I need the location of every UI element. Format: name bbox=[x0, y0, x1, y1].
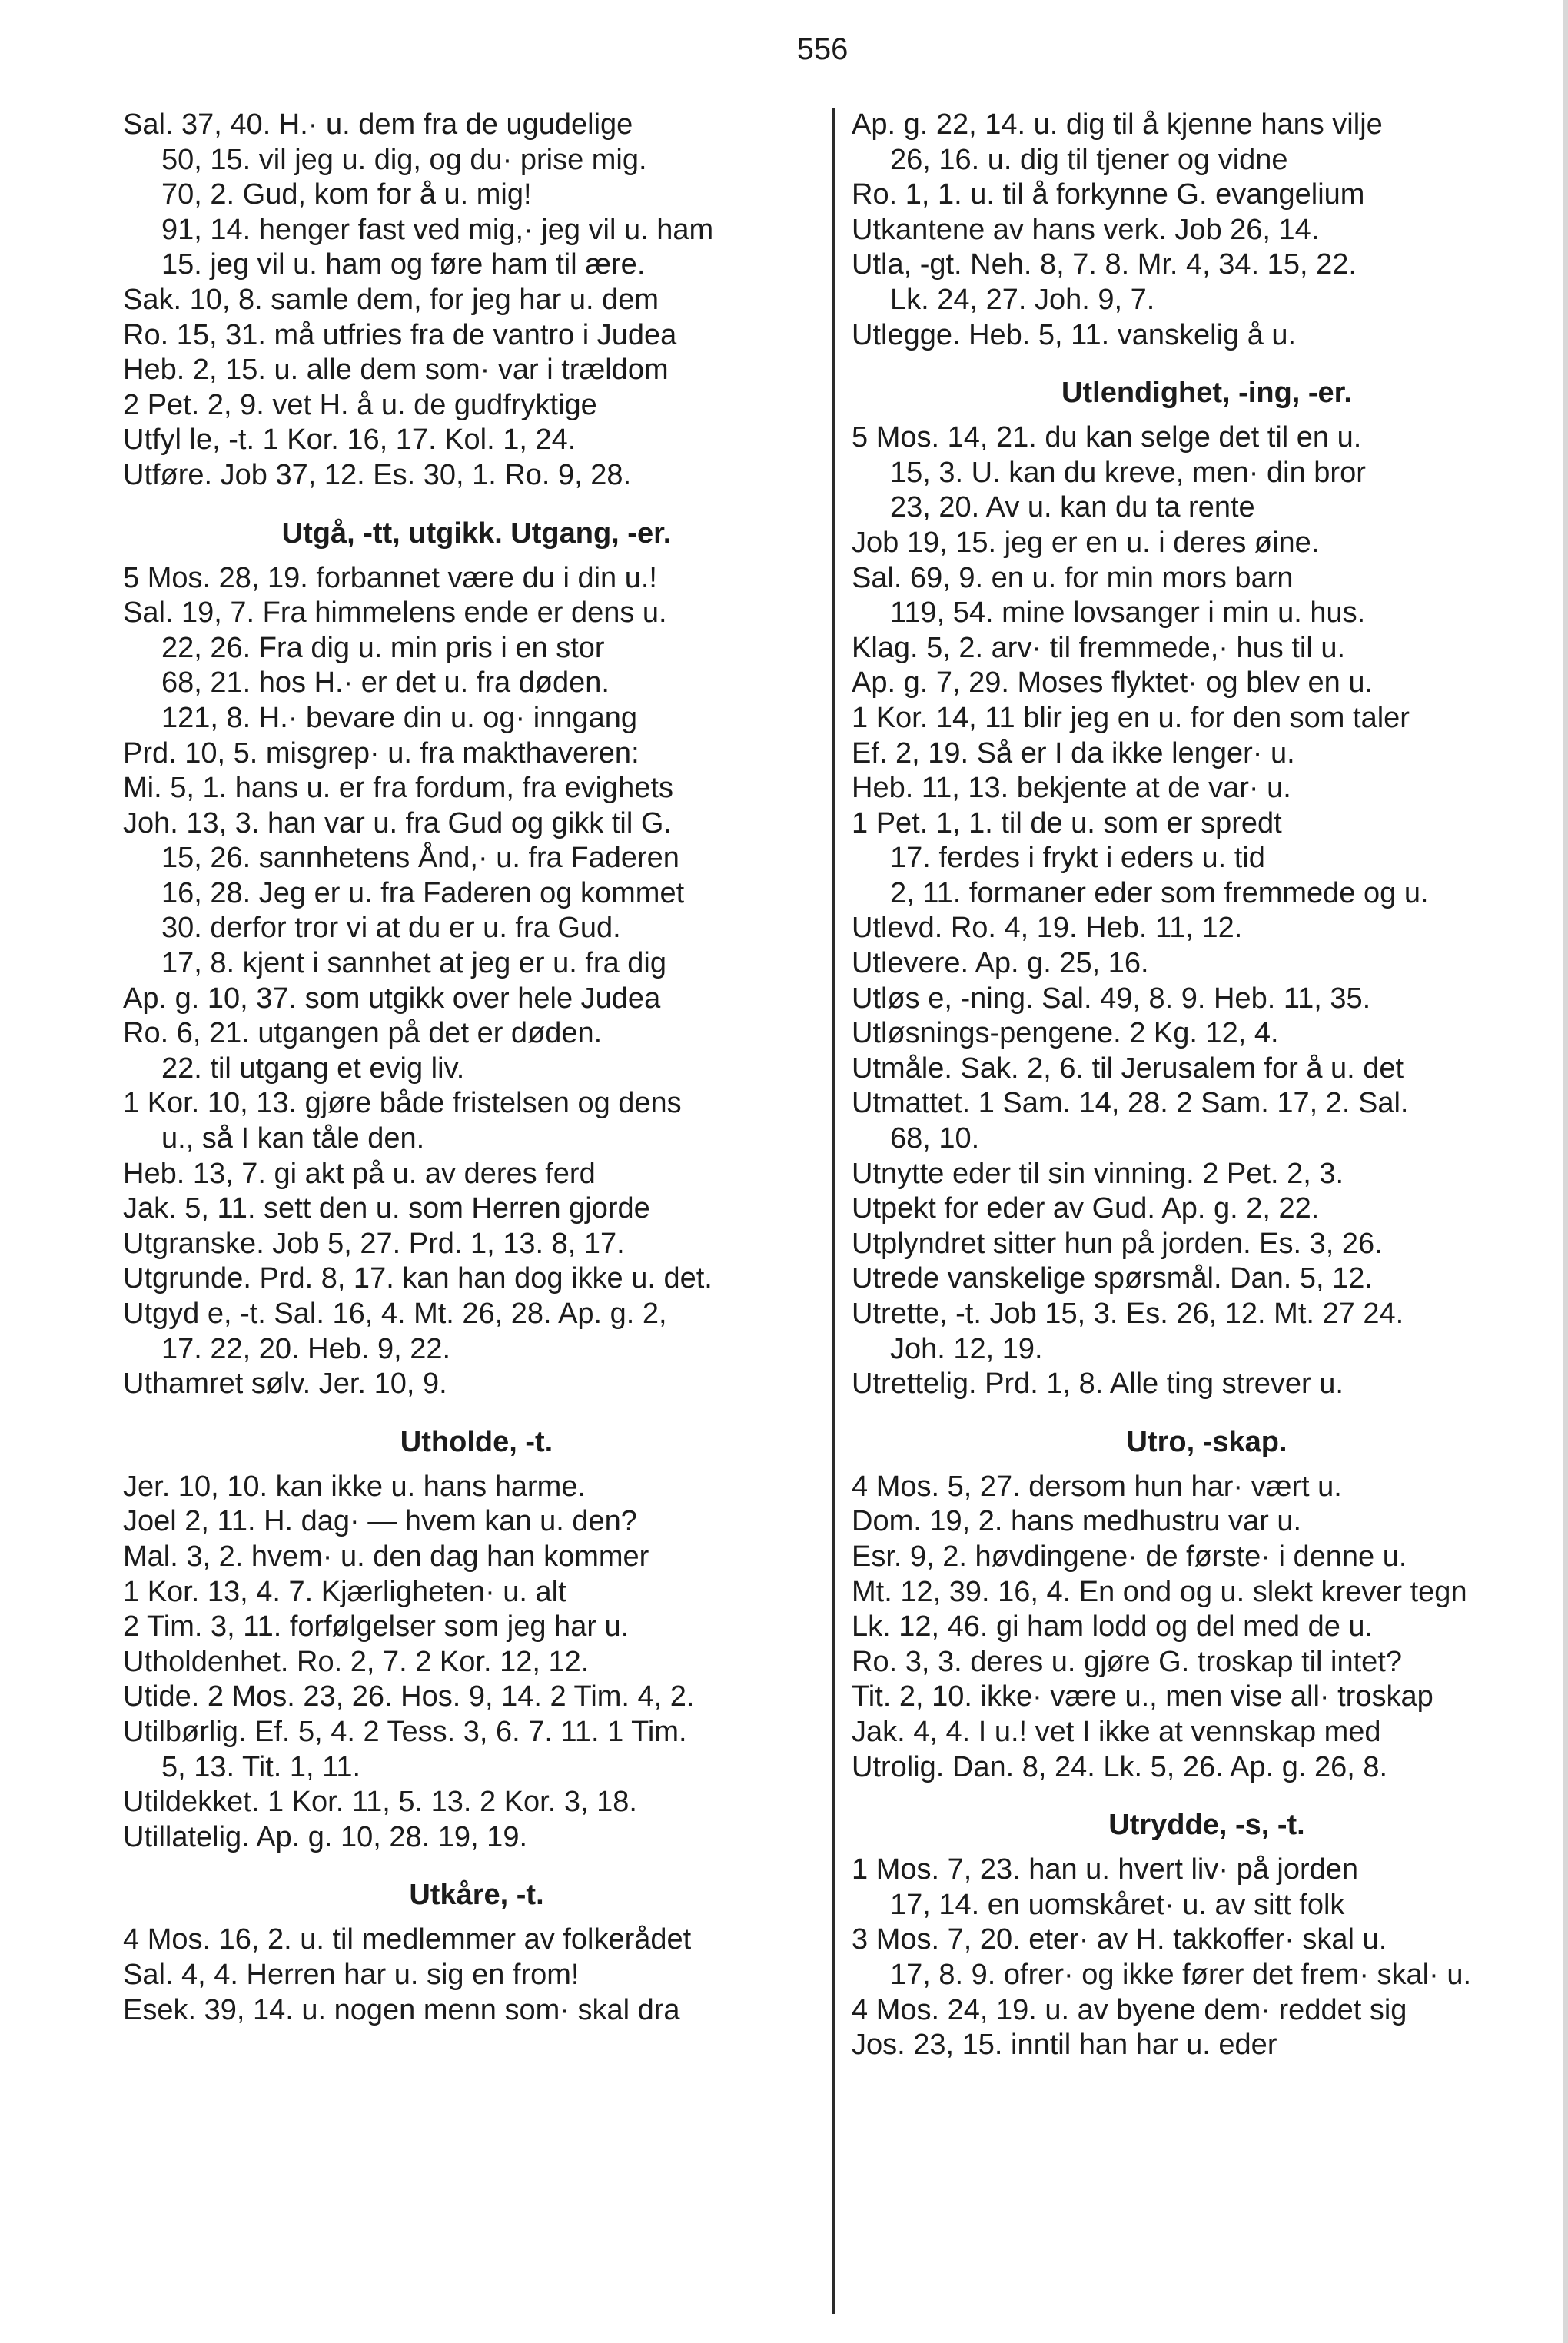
concordance-line: Esr. 9, 2. høvdingene· de første· i denne u. bbox=[852, 1540, 1407, 1573]
concordance-line: 119, 54. mine lovsanger i min u. hus. bbox=[890, 597, 1366, 630]
concordance-line: Sal. 69, 9. en u. for min mors barn bbox=[852, 561, 1294, 594]
concordance-line: 22. til utgang et evig liv. bbox=[161, 1052, 465, 1085]
concordance-line: Sak. 10, 8. samle dem, for jeg har u. dem bbox=[123, 283, 659, 316]
concordance-line: 1 Mos. 7, 23. han u. hvert liv· på jorden bbox=[852, 1853, 1359, 1886]
concordance-line: 1 Pet. 1, 1. til de u. som er spredt bbox=[852, 806, 1282, 839]
left-column bbox=[123, 108, 830, 2028]
concordance-line: Jos. 23, 15. inntil han har u. eder bbox=[852, 2029, 1277, 2062]
concordance-line: 2, 11. formaner eder som fremmede og u. bbox=[890, 876, 1429, 909]
page-number: 556 bbox=[796, 32, 849, 66]
concordance-line: Mt. 12, 39. 16, 4. En ond og u. slekt krever tegn bbox=[852, 1575, 1467, 1608]
concordance-line: 17. 22, 20. Heb. 9, 22. bbox=[161, 1332, 451, 1365]
concordance-line: Utmattet. 1 Sam. 14, 28. 2 Sam. 17, 2. Sal. bbox=[852, 1087, 1409, 1120]
concordance-line: 1 Kor. 10, 13. gjøre både fristelsen og dens bbox=[123, 1087, 682, 1120]
section-heading: Utlendighet, -ing, -er. bbox=[1061, 377, 1352, 410]
concordance-line: 22, 26. Fra dig u. min pris i en stor bbox=[161, 631, 605, 664]
right-column bbox=[852, 108, 1562, 2063]
concordance-line: 4 Mos. 5, 27. dersom hun har· vært u. bbox=[852, 1470, 1342, 1503]
concordance-line: 17, 8. kjent i sannhet at jeg er u. fra dig bbox=[161, 947, 666, 980]
section-heading: Utro, -skap. bbox=[1126, 1425, 1287, 1458]
concordance-line: Joh. 12, 19. bbox=[890, 1332, 1043, 1365]
concordance-line: Prd. 10, 5. misgrep· u. fra makthaveren: bbox=[123, 736, 639, 769]
concordance-line: Utgranske. Job 5, 27. Prd. 1, 13. 8, 17. bbox=[123, 1227, 625, 1260]
concordance-line: Ap. g. 10, 37. som utgikk over hele Judea bbox=[123, 982, 661, 1015]
concordance-line: 5, 13. Tit. 1, 11. bbox=[161, 1750, 361, 1783]
column-divider bbox=[832, 108, 835, 2314]
concordance-line: Jer. 10, 10. kan ikke u. hans harme. bbox=[123, 1470, 586, 1503]
concordance-line: Utrolig. Dan. 8, 24. Lk. 5, 26. Ap. g. 26, 8. bbox=[852, 1750, 1388, 1783]
concordance-line: Utrettelig. Prd. 1, 8. Alle ting strever u. bbox=[852, 1368, 1344, 1401]
concordance-line: Utholdenhet. Ro. 2, 7. 2 Kor. 12, 12. bbox=[123, 1645, 590, 1678]
concordance-line: Ap. g. 22, 14. u. dig til å kjenne hans vilje bbox=[852, 108, 1383, 141]
concordance-line: 17. ferdes i frykt i eders u. tid bbox=[890, 842, 1265, 875]
concordance-line: Utrede vanskelige spørsmål. Dan. 5, 12. bbox=[852, 1262, 1373, 1295]
concordance-line: Heb. 13, 7. gi akt på u. av deres ferd bbox=[123, 1157, 596, 1190]
concordance-line: 30. derfor tror vi at du er u. fra Gud. bbox=[161, 912, 621, 945]
page-edge-shadow bbox=[1563, 0, 1568, 2343]
concordance-line: Utillatelig. Ap. g. 10, 28. 19, 19. bbox=[123, 1820, 528, 1853]
concordance-line: Utildekket. 1 Kor. 11, 5. 13. 2 Kor. 3, 18. bbox=[123, 1786, 637, 1819]
concordance-line: Ro. 3, 3. deres u. gjøre G. troskap til intet? bbox=[852, 1645, 1402, 1678]
concordance-line: 5 Mos. 14, 21. du kan selge det til en u. bbox=[852, 421, 1362, 454]
concordance-line: 91, 14. henger fast ved mig,· jeg vil u. ham bbox=[161, 213, 714, 246]
concordance-line: Utlevd. Ro. 4, 19. Heb. 11, 12. bbox=[852, 912, 1243, 945]
concordance-line: Mi. 5, 1. hans u. er fra fordum, fra evighets bbox=[123, 772, 673, 805]
concordance-line: 3 Mos. 7, 20. eter· av H. takkoffer· skal u. bbox=[852, 1923, 1387, 1956]
concordance-line: Sal. 19, 7. Fra himmelens ende er dens u. bbox=[123, 597, 667, 630]
concordance-line: 2 Tim. 3, 11. forfølgelser som jeg har u. bbox=[123, 1610, 630, 1643]
concordance-line: 121, 8. H.· bevare din u. og· inngang bbox=[161, 701, 637, 734]
concordance-line: 23, 20. Av u. kan du ta rente bbox=[890, 491, 1255, 524]
concordance-line: Utløsnings-pengene. 2 Kg. 12, 4. bbox=[852, 1017, 1279, 1050]
concordance-line: Utføre. Job 37, 12. Es. 30, 1. Ro. 9, 28. bbox=[123, 458, 632, 491]
concordance-line: 5 Mos. 28, 19. forbannet være du i din u.! bbox=[123, 561, 657, 594]
concordance-line: Heb. 2, 15. u. alle dem som· var i trældom bbox=[123, 354, 669, 387]
concordance-line: 16, 28. Jeg er u. fra Faderen og kommet bbox=[161, 876, 685, 909]
concordance-line: 26, 16. u. dig til tjener og vidne bbox=[890, 143, 1288, 176]
concordance-line: Ef. 2, 19. Så er I da ikke lenger· u. bbox=[852, 736, 1295, 769]
concordance-line: Utkantene av hans verk. Job 26, 14. bbox=[852, 213, 1320, 246]
concordance-line: 4 Mos. 16, 2. u. til medlemmer av folkerådet bbox=[123, 1923, 692, 1956]
concordance-line: u., så I kan tåle den. bbox=[161, 1122, 425, 1155]
concordance-line: Ro. 6, 21. utgangen på det er døden. bbox=[123, 1017, 603, 1050]
concordance-line: 15, 3. U. kan du kreve, men· din bror bbox=[890, 456, 1366, 489]
concordance-line: Utpekt for eder av Gud. Ap. g. 2, 22. bbox=[852, 1192, 1320, 1225]
concordance-line: Jak. 5, 11. sett den u. som Herren gjorde bbox=[123, 1192, 650, 1225]
concordance-line: Utløs e, -ning. Sal. 49, 8. 9. Heb. 11, 35. bbox=[852, 982, 1371, 1015]
concordance-line: Lk. 24, 27. Joh. 9, 7. bbox=[890, 283, 1155, 316]
concordance-line: Heb. 11, 13. bekjente at de var· u. bbox=[852, 772, 1291, 805]
concordance-line: Job 19, 15. jeg er en u. i deres øine. bbox=[852, 526, 1320, 559]
concordance-line: Utgrunde. Prd. 8, 17. kan han dog ikke u. det. bbox=[123, 1262, 713, 1295]
concordance-line: Utide. 2 Mos. 23, 26. Hos. 9, 14. 2 Tim. 4, 2. bbox=[123, 1680, 695, 1713]
concordance-line: Utfyl le, -t. 1 Kor. 16, 17. Kol. 1, 24. bbox=[123, 424, 576, 457]
concordance-line: Esek. 39, 14. u. nogen menn som· skal dra bbox=[123, 1993, 680, 2026]
concordance-line: 4 Mos. 24, 19. u. av byene dem· reddet sig bbox=[852, 1993, 1407, 2026]
concordance-line: 17, 8. 9. ofrer· og ikke fører det frem· skal· u. bbox=[890, 1958, 1472, 1991]
concordance-line: Ap. g. 7, 29. Moses flyktet· og blev en u. bbox=[852, 666, 1374, 700]
concordance-line: 68, 10. bbox=[890, 1122, 980, 1155]
concordance-line: Sal. 4, 4. Herren har u. sig en from! bbox=[123, 1958, 580, 1991]
concordance-line: 15, 26. sannhetens Ånd,· u. fra Faderen bbox=[161, 842, 679, 875]
concordance-line: Joh. 13, 3. han var u. fra Gud og gikk til G. bbox=[123, 806, 672, 839]
concordance-line: Utlevere. Ap. g. 25, 16. bbox=[852, 947, 1149, 980]
concordance-line: Utgyd e, -t. Sal. 16, 4. Mt. 26, 28. Ap. g. 2, bbox=[123, 1298, 667, 1330]
section-heading: Utholde, -t. bbox=[400, 1425, 553, 1458]
section-heading: Utkåre, -t. bbox=[409, 1879, 544, 1912]
concordance-line: 17, 14. en uomskåret· u. av sitt folk bbox=[890, 1888, 1345, 1921]
concordance-line: Utrette, -t. Job 15, 3. Es. 26, 12. Mt. 27 24. bbox=[852, 1298, 1404, 1330]
concordance-line: Ro. 15, 31. må utfries fra de vantro i Judea bbox=[123, 318, 677, 351]
concordance-line: Ro. 1, 1. u. til å forkynne G. evangelium bbox=[852, 178, 1365, 211]
section-heading: Utgå, -tt, utgikk. Utgang, -er. bbox=[281, 517, 672, 550]
concordance-line: Tit. 2, 10. ikke· være u., men vise all· troskap bbox=[852, 1680, 1433, 1713]
concordance-line: Utnytte eder til sin vinning. 2 Pet. 2, 3. bbox=[852, 1157, 1344, 1190]
concordance-line: Utilbørlig. Ef. 5, 4. 2 Tess. 3, 6. 7. 11. 1 Tim. bbox=[123, 1715, 687, 1748]
concordance-line: Joel 2, 11. H. dag· — hvem kan u. den? bbox=[123, 1505, 637, 1538]
concordance-line: 15. jeg vil u. ham og føre ham til ære. bbox=[161, 248, 646, 281]
concordance-line: Utplyndret sitter hun på jorden. Es. 3, 26. bbox=[852, 1227, 1383, 1260]
concordance-line: Klag. 5, 2. arv· til fremmede,· hus til u. bbox=[852, 631, 1346, 664]
concordance-line: Utla, -gt. Neh. 8, 7. 8. Mr. 4, 34. 15, 22. bbox=[852, 248, 1357, 281]
concordance-line: 68, 21. hos H.· er det u. fra døden. bbox=[161, 666, 610, 700]
section-heading: Utrydde, -s, -t. bbox=[1108, 1809, 1305, 1842]
concordance-line: Dom. 19, 2. hans medhustru var u. bbox=[852, 1505, 1302, 1538]
concordance-line: 1 Kor. 13, 4. 7. Kjærligheten· u. alt bbox=[123, 1575, 566, 1608]
concordance-line: Jak. 4, 4. I u.! vet I ikke at vennskap med bbox=[852, 1715, 1381, 1748]
concordance-line: 50, 15. vil jeg u. dig, og du· prise mig. bbox=[161, 143, 647, 176]
concordance-line: Utmåle. Sak. 2, 6. til Jerusalem for å u. det bbox=[852, 1052, 1404, 1085]
concordance-line: 1 Kor. 14, 11 blir jeg en u. for den som taler bbox=[852, 701, 1410, 734]
concordance-line: Mal. 3, 2. hvem· u. den dag han kommer bbox=[123, 1540, 649, 1573]
concordance-line: Uthamret sølv. Jer. 10, 9. bbox=[123, 1368, 447, 1401]
concordance-line: 2 Pet. 2, 9. vet H. å u. de gudfryktige bbox=[123, 388, 597, 421]
concordance-line: Sal. 37, 40. H.· u. dem fra de ugudelige bbox=[123, 108, 633, 141]
concordance-line: Utlegge. Heb. 5, 11. vanskelig å u. bbox=[852, 318, 1297, 351]
concordance-line: Lk. 12, 46. gi ham lodd og del med de u. bbox=[852, 1610, 1374, 1643]
concordance-line: 70, 2. Gud, kom for å u. mig! bbox=[161, 178, 532, 211]
